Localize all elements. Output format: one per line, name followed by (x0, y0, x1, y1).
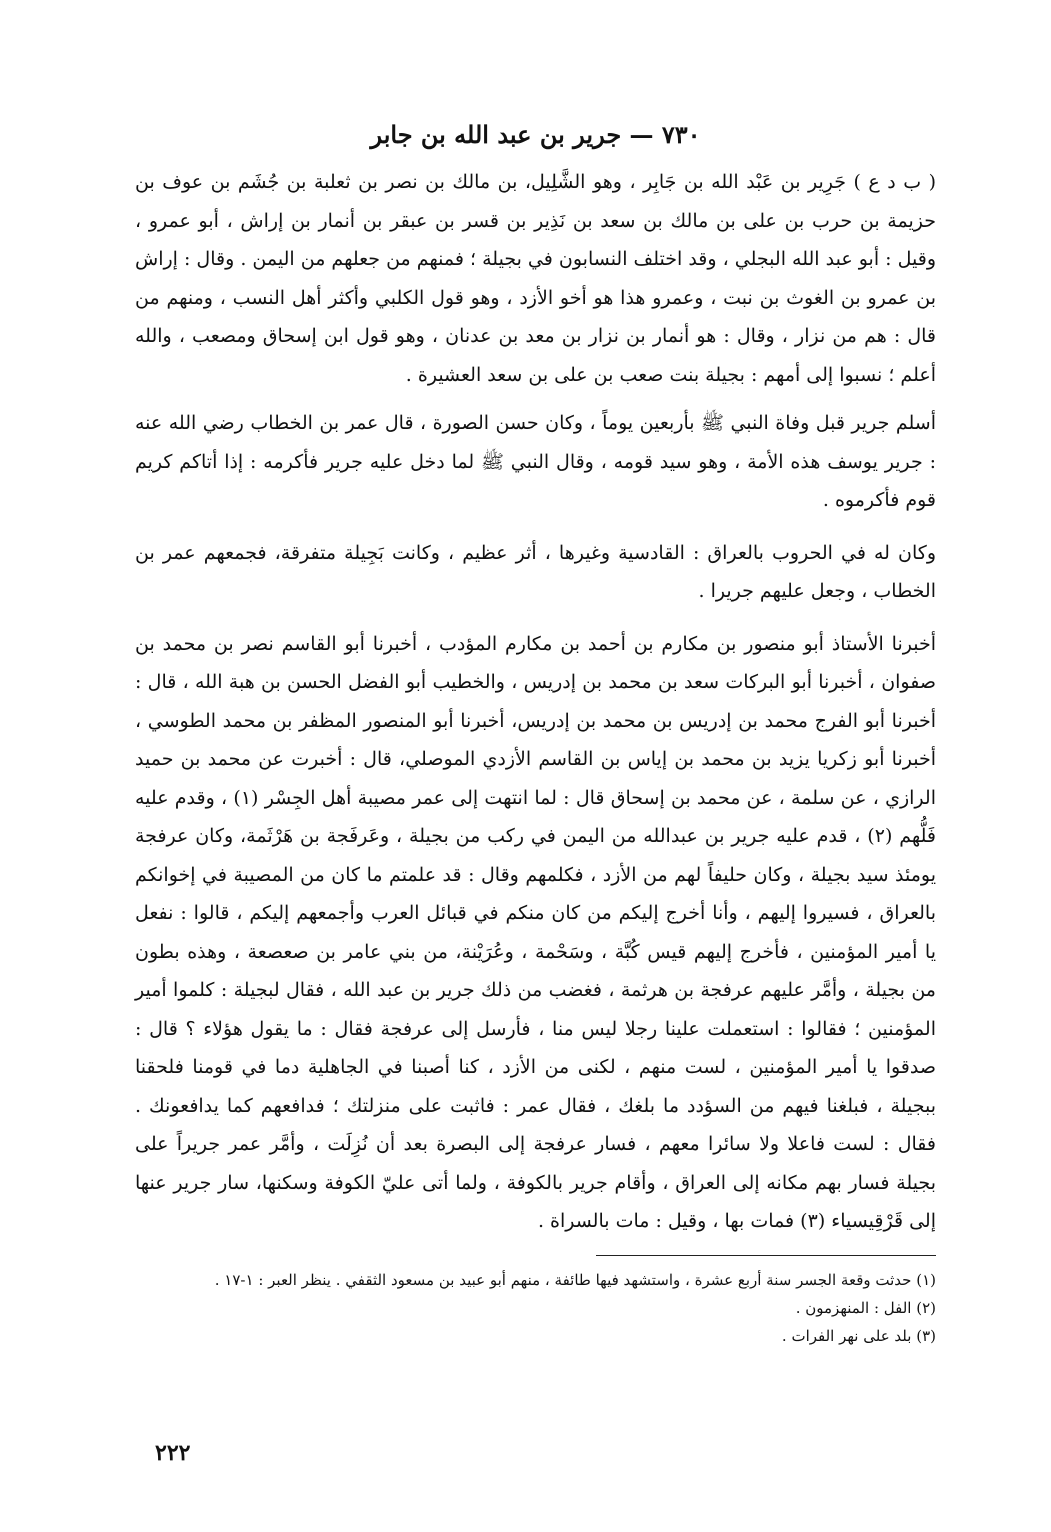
page-number: ٢٢٢ (155, 1440, 191, 1466)
footnote-1: (١) حدثت وقعة الجسر سنة أربع عشرة ، واستشهد فيها طائفة ، منهم أبو عبيد بن مسعود الثقفي . ينظر العبر : ١-١٧ . (214, 1270, 936, 1289)
entry-body (135, 163, 936, 1241)
paragraph-conversion: أسلم جرير قبل وفاة النبي ﷺ بأربعين يوماً ، وكان حسن الصورة ، قال عمر بن الخطاب رضي الله عنه : جرير يوسف هذه الأمة ، وهو سيد قومه ، وقال النبي ﷺ لما دخل عليه جرير فأكرمه : إذا أتاكم كريم قوم فأكرموه . (135, 412, 936, 511)
footnote-3: (٣) بلد على نهر الفرات . (781, 1326, 936, 1345)
entry-heading: ٧٣٠ — جرير بن عبد الله بن جابر (370, 120, 701, 149)
footnote-2: (٢) الفل : المنهزمون . (795, 1298, 936, 1317)
paragraph-battles: وكان له في الحروب بالعراق : القادسية وغيرها ، أثر عظيم ، وكانت بَجِيلة متفرقة، فجمعهم عمر بن الخطاب ، وجعل عليهم جريرا . (135, 541, 936, 602)
paragraph-lineage: ( ب د ع ) جَرِير بن عَبْد الله بن جَابِر ، وهو الشَّلِيل، بن مالك بن نصر بن ثعلبة بن جُشَم بن عوف بن حزيمة بن حرب بن على بن مالك بن سعد بن نَذِير بن قسر بن عبقر بن أنمار بن إراش ، أبو عمرو ، وقيل : أبو عبد الله البجلي ، وقد اختلف النسابون في بجيلة ؛ فمنهم من جعلهم من اليمن . وقال : إراش بن عمرو بن الغوث بن نبت ، وعمرو هذا هو أخو الأزد ، وهو قول الكلبي وأكثر أهل النسب ، ومنهم من قال : هم من نزار ، وقال : هو أنمار بن نزار بن معد بن عدنان ، وهو قول ابن إسحاق ومصعب ، والله أعلم ؛ نسبوا إلى أمهم : بجيلة بنت صعب بن على بن سعد العشيرة . (135, 171, 936, 386)
paragraph-narration: أخبرنا الأستاذ أبو منصور بن مكارم بن أحمد بن مكارم المؤدب ، أخبرنا أبو القاسم نصر بن محمد بن صفوان ، أخبرنا أبو البركات سعد بن محمد بن إدريس ، والخطيب أبو الفضل الحسن بن هبة الله ، قال : أخبرنا أبو الفرج محمد بن إدريس بن محمد بن إدريس، أخبرنا أبو المنصور المظفر بن محمد الطوسي ، أخبرنا أبو زكريا يزيد بن محمد بن إياس بن القاسم الأزدي الموصلي، قال : أخبرت عن محمد بن حميد الرازي ، عن سلمة ، عن محمد بن إسحاق قال : لما انتهت إلى عمر مصيبة أهل الجِسْر (١) ، وقدم عليه فَلُّهم (٢) ، قدم عليه جرير بن عبدالله من اليمن في ركب من بجيلة ، وعَرفَجة بن هَرْثَمة، وكان عرفجة يومئذ سيد بجيلة ، وكان حليفاً لهم من الأزد ، فكلمهم وقال : قد علمتم ما كان من المصيبة في إخوانكم بالعراق ، فسيروا إليهم ، وأنا أخرج إليكم من كان منكم في قبائل العرب وأجمعهم إليكم ، قالوا : نفعل يا أمير المؤمنين ، فأخرج إليهم قيس كُبَّة ، وسَحْمة ، وعُرَيْنة، من بني عامر بن صعصعة ، وهذه بطون من بجيلة ، وأمَّر عليهم عرفجة بن هرثمة ، فغضب من ذلك جرير بن عبد الله ، فقال لبجيلة : كلموا أمير المؤمنين ؛ فقالوا : استعملت علينا رجلا ليس منا ، فأرسل إلى عرفجة فقال : ما يقول هؤلاء ؟ قال : صدقوا يا أمير المؤمنين ، لست منهم ، لكنى من الأزد ، كنا أصبنا في الجاهلية دما في قومنا فلحقنا ببجيلة ، فبلغنا فيهم من السؤدد ما بلغك ، فقال عمر : فاثبت على منزلتك ؛ فدافعهم كما يدافعونك . فقال : لست فاعلا ولا سائرا معهم ، فسار عرفجة إلى البصرة بعد أن نُزِلَت ، وأمَّر عمر جريراً على بجيلة فسار بهم مكانه إلى العراق ، وأقام جرير بالكوفة ، ولما أتى عليّ الكوفة وسكنها، سار جرير عنها إلى قَرْقِيسياء (٣) فمات بها ، وقيل : مات بالسراة . (135, 632, 936, 1232)
footnote-divider (596, 1255, 936, 1256)
footnotes-list (135, 1266, 936, 1350)
